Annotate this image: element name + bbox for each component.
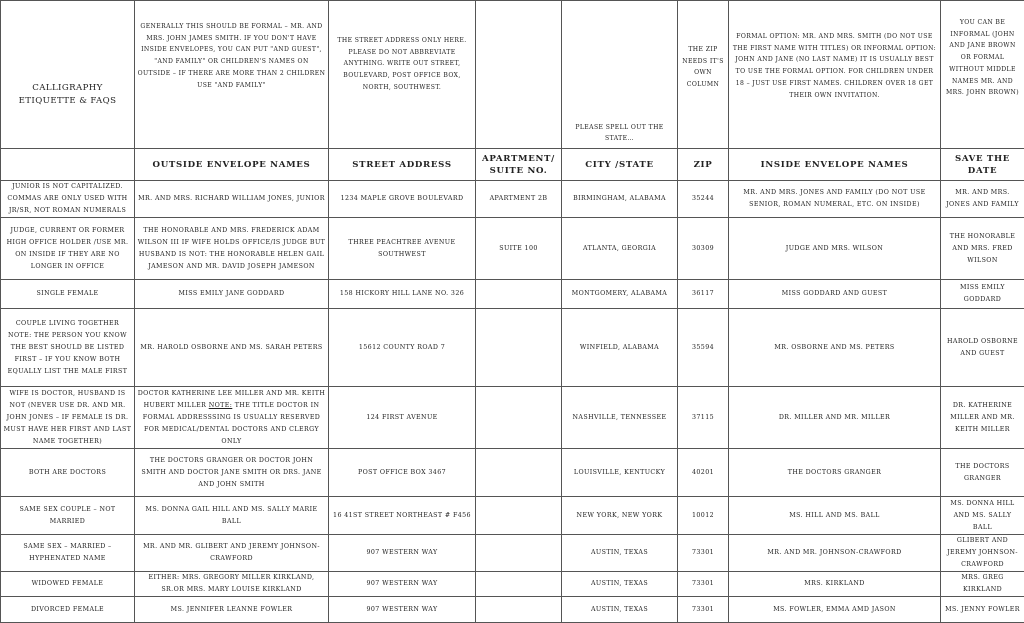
- outside-names-note-text: THE TITLE DOCTOR IN FORMAL ADDRESSSING IS USUALLY RESERVED FOR MEDICAL/DENTAL DOCTORS AND CLERGY ONLY: [143, 402, 321, 445]
- apt-suite: [476, 309, 562, 387]
- row-label: WIDOWED FEMALE: [1, 572, 135, 597]
- outside-names: THE DOCTORS GRANGER OR DOCTOR JOHN SMITH AND DOCTOR JANE SMITH OR DRS. JANE AND JOHN SMITH: [135, 449, 329, 497]
- table-row: [1, 280, 1024, 309]
- apt-suite: SUITE 100: [476, 218, 562, 280]
- inside-names: MR. AND MRS. JONES AND FAMILY (DO NOT USE SENIOR, ROMAN NUMERAL, ETC. ON INSIDE): [729, 181, 941, 218]
- instruction-row: [1, 1, 1024, 149]
- table-row: [1, 181, 1024, 218]
- row-label: JUDGE, CURRENT OR FORMER HIGH OFFICE HOLDER /USE MR. ON INSIDE IF THEY ARE NO LONGER IN OFFICE: [1, 218, 135, 280]
- apt-suite: [476, 497, 562, 535]
- zip: 10012: [678, 497, 729, 535]
- save-the-date: MS. DONNA HILL AND MS. SALLY BALL: [941, 497, 1024, 535]
- zip: 37115: [678, 387, 729, 449]
- table-row: [1, 309, 1024, 387]
- street-address: 124 FIRST AVENUE: [329, 387, 476, 449]
- outside-names: MISS EMILY JANE GODDARD: [135, 280, 329, 309]
- header-zip: ZIP: [678, 149, 729, 181]
- table-row: [1, 597, 1024, 623]
- apt-suite: [476, 387, 562, 449]
- header-outside: OUTSIDE ENVELOPE NAMES: [135, 149, 329, 181]
- save-the-date: THE DOCTORS GRANGER: [941, 449, 1024, 497]
- city-instructions: PLEASE SPELL OUT THE STATE…: [562, 1, 678, 149]
- zip: 35244: [678, 181, 729, 218]
- apt-suite: [476, 280, 562, 309]
- inside-names: MR. OSBORNE AND MS. PETERS: [729, 309, 941, 387]
- header-save: SAVE THE DATE: [941, 149, 1024, 181]
- street-address: 158 HICKORY HILL LANE NO. 326: [329, 280, 476, 309]
- inside-names: MISS GODDARD AND GUEST: [729, 280, 941, 309]
- header-inside: INSIDE ENVELOPE NAMES: [729, 149, 941, 181]
- header-apt: APARTMENT/ SUITE NO.: [476, 149, 562, 181]
- street-address: 15612 COUNTY ROAD 7: [329, 309, 476, 387]
- table-row: [1, 218, 1024, 280]
- zip: 36117: [678, 280, 729, 309]
- city-state: WINFIELD, ALABAMA: [562, 309, 678, 387]
- outside-names: MS. DONNA GAIL HILL AND MS. SALLY MARIE BALL: [135, 497, 329, 535]
- save-the-date: MRS. GREG KIRKLAND: [941, 572, 1024, 597]
- street-address: 16 41ST STREET NORTHEAST # F456: [329, 497, 476, 535]
- save-the-date: GLIBERT AND JEREMY JOHNSON-CRAWFORD: [941, 535, 1024, 572]
- street-instructions: THE STREET ADDRESS ONLY HERE. PLEASE DO NOT ABBREVIATE ANYTHING. WRITE OUT STREET, BOULEVARD, POST OFFICE BOX, NORTH, SOUTHWEST.: [329, 1, 476, 149]
- zip: 73301: [678, 535, 729, 572]
- row-label: WIFE IS DOCTOR, HUSBAND IS NOT (NEVER USE DR. AND MR. JOHN JONES – IF FEMALE IS DR. MUST HAVE HER FIRST AND LAST NAME TOGETHER): [1, 387, 135, 449]
- apt-suite: [476, 535, 562, 572]
- apt-suite: [476, 597, 562, 623]
- inside-names: JUDGE AND MRS. WILSON: [729, 218, 941, 280]
- header-street: STREET ADDRESS: [329, 149, 476, 181]
- outside-names-text: DOCTOR KATHERINE LEE MILLER AND MR. KEITH HUBERT MILLER: [138, 390, 326, 409]
- street-address: 1234 MAPLE GROVE BOULEVARD: [329, 181, 476, 218]
- outside-names: THE HONORABLE AND MRS. FREDERICK ADAM WILSON III IF WIFE HOLDS OFFICE/IS JUDGE BUT HUSBAND IS NOT: THE HONORABLE HELEN GAIL JAMESON AND MR. DAVID JOSEPH JAMESON: [135, 218, 329, 280]
- street-address: 907 WESTERN WAY: [329, 597, 476, 623]
- header-city: CITY /STATE: [562, 149, 678, 181]
- apt-suite: APARTMENT 2B: [476, 181, 562, 218]
- inside-names: MS. FOWLER, EMMA AMD JASON: [729, 597, 941, 623]
- row-label: JUNIOR IS NOT CAPITALIZED. COMMAS ARE ONLY USED WITH JR/SR, NOT ROMAN NUMERALS: [1, 181, 135, 218]
- row-label: SAME SEX COUPLE – NOT MARRIED: [1, 497, 135, 535]
- row-label: SINGLE FEMALE: [1, 280, 135, 309]
- table-row: [1, 535, 1024, 572]
- city-state: AUSTIN, TEXAS: [562, 597, 678, 623]
- inside-names: MR. AND MR. JOHNSON-CRAWFORD: [729, 535, 941, 572]
- save-the-date: HAROLD OSBORNE AND GUEST: [941, 309, 1024, 387]
- street-address: POST OFFICE BOX 3467: [329, 449, 476, 497]
- row-label: SAME SEX – MARRIED – HYPHENATED NAME: [1, 535, 135, 572]
- outside-names: MR. AND MRS. RICHARD WILLIAM JONES, JUNIOR: [135, 181, 329, 218]
- inside-names: DR. MILLER AND MR. MILLER: [729, 387, 941, 449]
- city-state: NEW YORK, NEW YORK: [562, 497, 678, 535]
- inside-names: MS. HILL AND MS. BALL: [729, 497, 941, 535]
- city-state: LOUISVILLE, KENTUCKY: [562, 449, 678, 497]
- city-state: ATLANTA, GEORGIA: [562, 218, 678, 280]
- apt-suite: [476, 449, 562, 497]
- apt-suite: [476, 572, 562, 597]
- save-instructions: YOU CAN BE INFORMAL (JOHN AND JANE BROWN OR FORMAL WITHOUT MIDDLE NAMES MR. AND MRS. JOHN BROWN): [941, 1, 1024, 149]
- header-row: [1, 149, 1024, 181]
- inside-names: MRS. KIRKLAND: [729, 572, 941, 597]
- city-state: BIRMINGHAM, ALABAMA: [562, 181, 678, 218]
- row-label: BOTH ARE DOCTORS: [1, 449, 135, 497]
- page-title: CALLIGRAPHY ETIQUETTE & FAQS: [1, 1, 135, 149]
- outside-names: EITHER: MRS. GREGORY MILLER KIRKLAND, SR.OR MRS. MARY LOUISE KIRKLAND: [135, 572, 329, 597]
- outside-names: MR. HAROLD OSBORNE AND MS. SARAH PETERS: [135, 309, 329, 387]
- zip: 35594: [678, 309, 729, 387]
- street-address: 907 WESTERN WAY: [329, 572, 476, 597]
- outside-names: [135, 387, 329, 449]
- city-state: AUSTIN, TEXAS: [562, 535, 678, 572]
- outside-instructions: GENERALLY THIS SHOULD BE FORMAL – MR. AND MRS. JOHN JAMES SMITH. IF YOU DON'T HAVE INSIDE ENVELOPES, YOU CAN PUT "AND GUEST", "AND FAMILY" OR CHILDREN'S NAMES ON OUTSIDE – IF THERE ARE MORE THAN 2 CHILDREN USE "AND FAMILY": [135, 1, 329, 149]
- zip: 40201: [678, 449, 729, 497]
- outside-names: MR. AND MR. GLIBERT AND JEREMY JOHNSON-CRAWFORD: [135, 535, 329, 572]
- table-row: [1, 572, 1024, 597]
- outside-names: MS. JENNIFER LEANNE FOWLER: [135, 597, 329, 623]
- zip-instructions: THE ZIP NEEDS IT'S OWN COLUMN: [678, 1, 729, 149]
- save-the-date: DR. KATHERINE MILLER AND MR. KEITH MILLER: [941, 387, 1024, 449]
- zip: 30309: [678, 218, 729, 280]
- header-blank: [1, 149, 135, 181]
- inside-instructions: FORMAL OPTION: MR. AND MRS. SMITH (DO NOT USE THE FIRST NAME WITH TITLES) OR INFORMAL OPTION: JOHN AND JANE (NO LAST NAME) IT IS USUALLY BEST TO USE THE FORMAL OPTION. FOR CHILDREN UNDER 18 – JUST USE FIRST NAMES. CHILDREN OVER 18 GET THEIR OWN INVITATION.: [729, 1, 941, 149]
- save-the-date: MR. AND MRS. JONES AND FAMILY: [941, 181, 1024, 218]
- city-state: NASHVILLE, TENNESSEE: [562, 387, 678, 449]
- table-row: [1, 387, 1024, 449]
- apt-instructions: [476, 1, 562, 149]
- table-row: [1, 449, 1024, 497]
- city-state: AUSTIN, TEXAS: [562, 572, 678, 597]
- save-the-date: MS. JENNY FOWLER: [941, 597, 1024, 623]
- note-label: NOTE:: [209, 402, 233, 409]
- table-row: [1, 497, 1024, 535]
- zip: 73301: [678, 572, 729, 597]
- save-the-date: MISS EMILY GODDARD: [941, 280, 1024, 309]
- street-address: THREE PEACHTREE AVENUE SOUTHWEST: [329, 218, 476, 280]
- save-the-date: THE HONORABLE AND MRS. FRED WILSON: [941, 218, 1024, 280]
- inside-names: THE DOCTORS GRANGER: [729, 449, 941, 497]
- row-label: DIVORCED FEMALE: [1, 597, 135, 623]
- zip: 73301: [678, 597, 729, 623]
- row-label: COUPLE LIVING TOGETHER NOTE: THE PERSON YOU KNOW THE BEST SHOULD BE LISTED FIRST – IF YOU KNOW BOTH EQUALLY LIST THE MALE FIRST: [1, 309, 135, 387]
- street-address: 907 WESTERN WAY: [329, 535, 476, 572]
- city-state: MONTGOMERY, ALABAMA: [562, 280, 678, 309]
